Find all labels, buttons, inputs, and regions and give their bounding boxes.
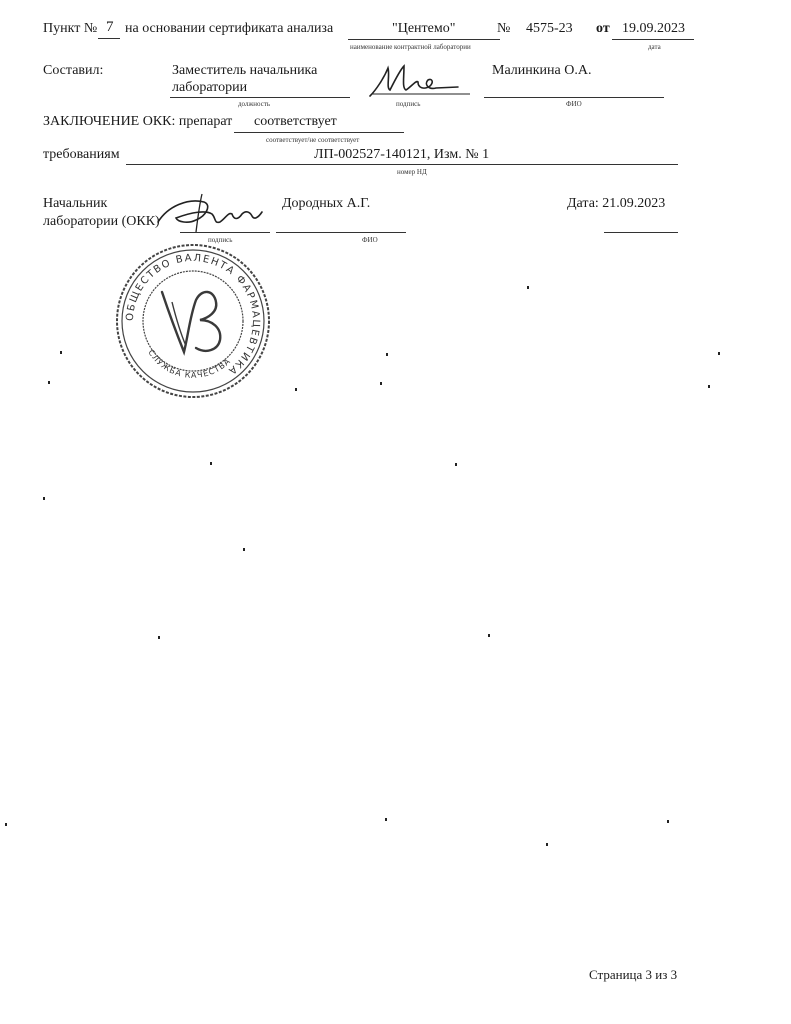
scan-speck [708, 385, 710, 388]
scan-speck [455, 463, 457, 466]
scan-speck [718, 352, 720, 355]
composer-position-underline [170, 97, 350, 98]
lab-caption: наименование контрактной лаборатории [350, 43, 471, 51]
scan-speck [295, 388, 297, 391]
composer-name-underline [484, 97, 664, 98]
conclusion-value: соответствует [254, 114, 337, 129]
date-from-label: от [596, 21, 610, 36]
conclusion-label: ЗАКЛЮЧЕНИЕ ОКК: препарат [43, 114, 233, 129]
scan-speck [243, 548, 245, 551]
item-number: 7 [106, 19, 114, 35]
stamp-outer-text: ОБЩЕСТВО ВАЛЕНТА ФАРМАЦЕВТИКА [124, 252, 262, 377]
nd-caption: номер НД [397, 168, 427, 176]
approver-signature-underline [180, 232, 270, 233]
cert-number: 4575-23 [526, 21, 573, 36]
cert-date: 19.09.2023 [622, 21, 685, 36]
composed-label: Составил: [43, 63, 104, 78]
scan-speck [48, 381, 50, 384]
scan-speck [60, 351, 62, 354]
composer-name: Малинкина О.А. [492, 63, 592, 78]
scan-speck [385, 818, 387, 821]
approver-name: Дородных А.Г. [282, 196, 371, 211]
composer-position-caption: должность [238, 100, 271, 108]
approver-signature-caption: подпись [208, 236, 233, 244]
conclusion-value-underline [234, 132, 404, 133]
composer-signature [366, 60, 476, 102]
scan-speck [380, 382, 382, 385]
approver-position-line2: лаборатории (ОКК) [43, 214, 160, 229]
lab-name: "Центемо" [392, 21, 456, 36]
scan-speck [546, 843, 548, 846]
basis-text: на основании сертификата анализа [125, 21, 334, 36]
approver-signature [148, 192, 272, 236]
scan-speck [43, 497, 45, 500]
cert-no-label: № [497, 21, 511, 36]
composer-name-caption: ФИО [566, 100, 582, 108]
requirements-label: требованиям [43, 147, 120, 162]
item-number-underline [98, 38, 120, 39]
composer-position-line1: Заместитель начальника [172, 63, 318, 78]
scan-speck [667, 820, 669, 823]
composer-position-line2: лаборатории [172, 80, 248, 95]
approver-name-underline [276, 232, 406, 233]
scan-speck [158, 636, 160, 639]
date-caption: дата [648, 43, 661, 51]
conclusion-value-caption: соответствует/не соответствует [266, 136, 360, 144]
page-number: Страница 3 из 3 [589, 967, 678, 982]
scan-speck [210, 462, 212, 465]
approval-date-underline [604, 232, 678, 233]
cert-date-underline [612, 39, 694, 40]
approver-name-caption: ФИО [362, 236, 378, 244]
nd-value: ЛП-002527-140121, Изм. № 1 [314, 147, 490, 162]
scan-speck [5, 823, 7, 826]
scan-speck [386, 353, 388, 356]
approver-position-line1: Начальник [43, 196, 108, 211]
approval-date: Дата: 21.09.2023 [567, 196, 666, 211]
lab-name-underline [348, 39, 500, 40]
nd-underline [126, 164, 678, 165]
composer-signature-caption: подпись [396, 100, 421, 108]
scan-speck [527, 286, 529, 289]
scan-speck [488, 634, 490, 637]
quality-stamp [112, 240, 274, 402]
item-label: Пункт № [43, 21, 98, 36]
stamp-inner-text: СЛУЖБА КАЧЕСТВА [146, 348, 233, 380]
